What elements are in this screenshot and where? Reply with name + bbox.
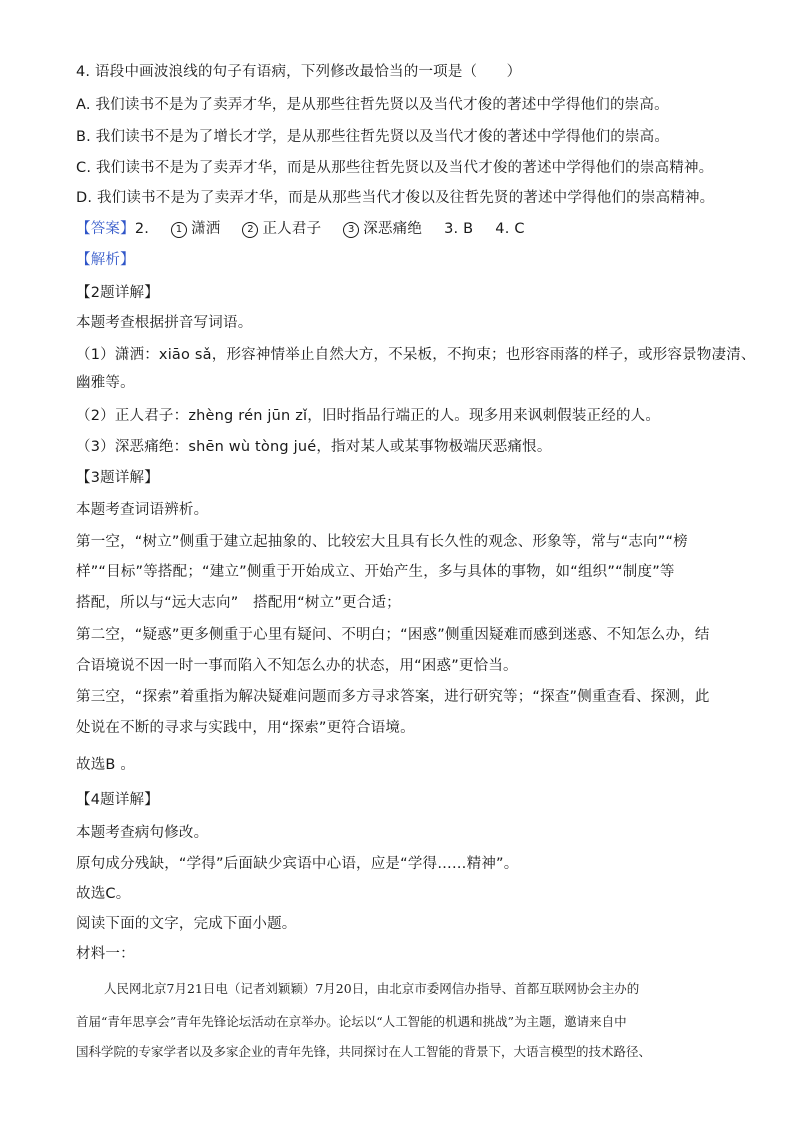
q3-detail-intro: 本题考查词语辨析。 [76,502,209,518]
circled-number-2: 2 [242,222,258,238]
q3-blank-2-line-2: 合语境说不因一时一事而陷入不知怎么办的状态，用“困惑”更恰当。 [76,658,518,674]
q3-blank-3-line-2: 处说在不断的寻求与实践中，用“探索”更符合语境。 [76,720,415,736]
circled-number-1: 1 [171,222,187,238]
q2-item-1-line-2: 幽雅等。 [76,375,135,391]
reading-instruction: 阅读下面的文字，完成下面小题。 [76,916,297,932]
q4-option-c: C. 我们读书不是为了卖弄才华，而是从那些往哲先贤以及当代才俊的著述中学得他们的崇高精神。 [76,160,714,176]
q3-choice: 故选B 。 [76,757,136,773]
q3-blank-3-line-1: 第三空，“探索”着重指为解决疑难问题而多方寻求答案，进行研究等；“探查”侧重查看、探测，此 [76,689,710,705]
q2-detail-heading: 【2题详解】 [76,285,159,301]
answer-line [76,219,525,239]
q2-item-1-line-1: （1）潇洒：xiāo sǎ，形容神情举止自然大方，不呆板，不拘束；也形容雨落的样子，或形容景物凄清、 [76,347,756,363]
q4-option-a: A. 我们读书不是为了卖弄才华，是从那些往哲先贤以及当代才俊的著述中学得他们的崇高。 [76,97,669,113]
q3-blank-1-line-2: 样”“目标”等搭配；“建立”侧重于开始成立、开始产生，多与具体的事物，如“组织”“制度”等 [76,564,675,580]
q4-option-d: D. 我们读书不是为了卖弄才华，而是从那些当代才俊以及往哲先贤的著述中学得他们的崇高精神。 [76,190,715,206]
answer-q3: 3. B [444,221,474,237]
q4-choice: 故选C。 [76,886,131,902]
q3-detail-heading: 【3题详解】 [76,470,159,486]
q4-option-b: B. 我们读书不是为了增长才学，是从那些往哲先贤以及当代才俊的著述中学得他们的崇高。 [76,129,670,145]
q4-detail-intro: 本题考查病句修改。 [76,825,209,841]
analysis-tag: 【解析】 [76,252,135,268]
material-line-2: 首届“青年思享会”青年先锋论坛活动在京举办。论坛以“人工智能的机遇和挑战”为主题，邀请来自中 [76,1014,627,1029]
q4-stem: 4. 语段中画波浪线的句子有语病，下列修改最恰当的一项是（ ） [76,64,522,80]
answer-word-2: 正人君子 [262,221,322,237]
q2-detail-intro: 本题考查根据拼音写词语。 [76,315,253,331]
material-line-1: 人民网北京7月21日电（记者刘颖颖）7月20日，由北京市委网信办指导、首都互联网协会主办的 [104,981,640,996]
circled-number-3: 3 [343,222,359,238]
q3-blank-2-line-1: 第二空，“疑惑”更多侧重于心里有疑问、不明白；“困惑”侧重因疑难而感到迷惑、不知怎么办，结 [76,627,710,643]
answer-word-1: 潇洒 [191,221,221,237]
material-line-3: 国科学院的专家学者以及多家企业的青年先锋，共同探讨在人工智能的背景下，大语言模型的技术路径、 [76,1044,652,1059]
answer-word-3: 深恶痛绝 [363,221,423,237]
q3-blank-1-line-3: 搭配，所以与“远大志向” 搭配用“树立”更合适； [76,595,401,611]
answer-q4: 4. C [495,221,525,237]
q2-item-3: （3）深恶痛绝：shēn wù tòng jué，指对某人或某事物极端厌恶痛恨。 [76,439,552,455]
q2-item-2: （2）正人君子：zhèng rén jūn zǐ，旧时指品行端正的人。现多用来讽刺假装正经的人。 [76,408,661,424]
q3-blank-1-line-1: 第一空，“树立”侧重于建立起抽象的、比较宏大且具有长久性的观念、形象等，常与“志向”“榜 [76,534,688,550]
material-label: 材料一： [76,946,135,962]
q4-detail-body: 原句成分残缺，“学得”后面缺少宾语中心语，应是“学得……精神”。 [76,856,519,872]
answer-q2: 2. [134,221,150,237]
q4-detail-heading: 【4题详解】 [76,792,159,808]
answer-tag: 【答案】 [76,221,135,237]
